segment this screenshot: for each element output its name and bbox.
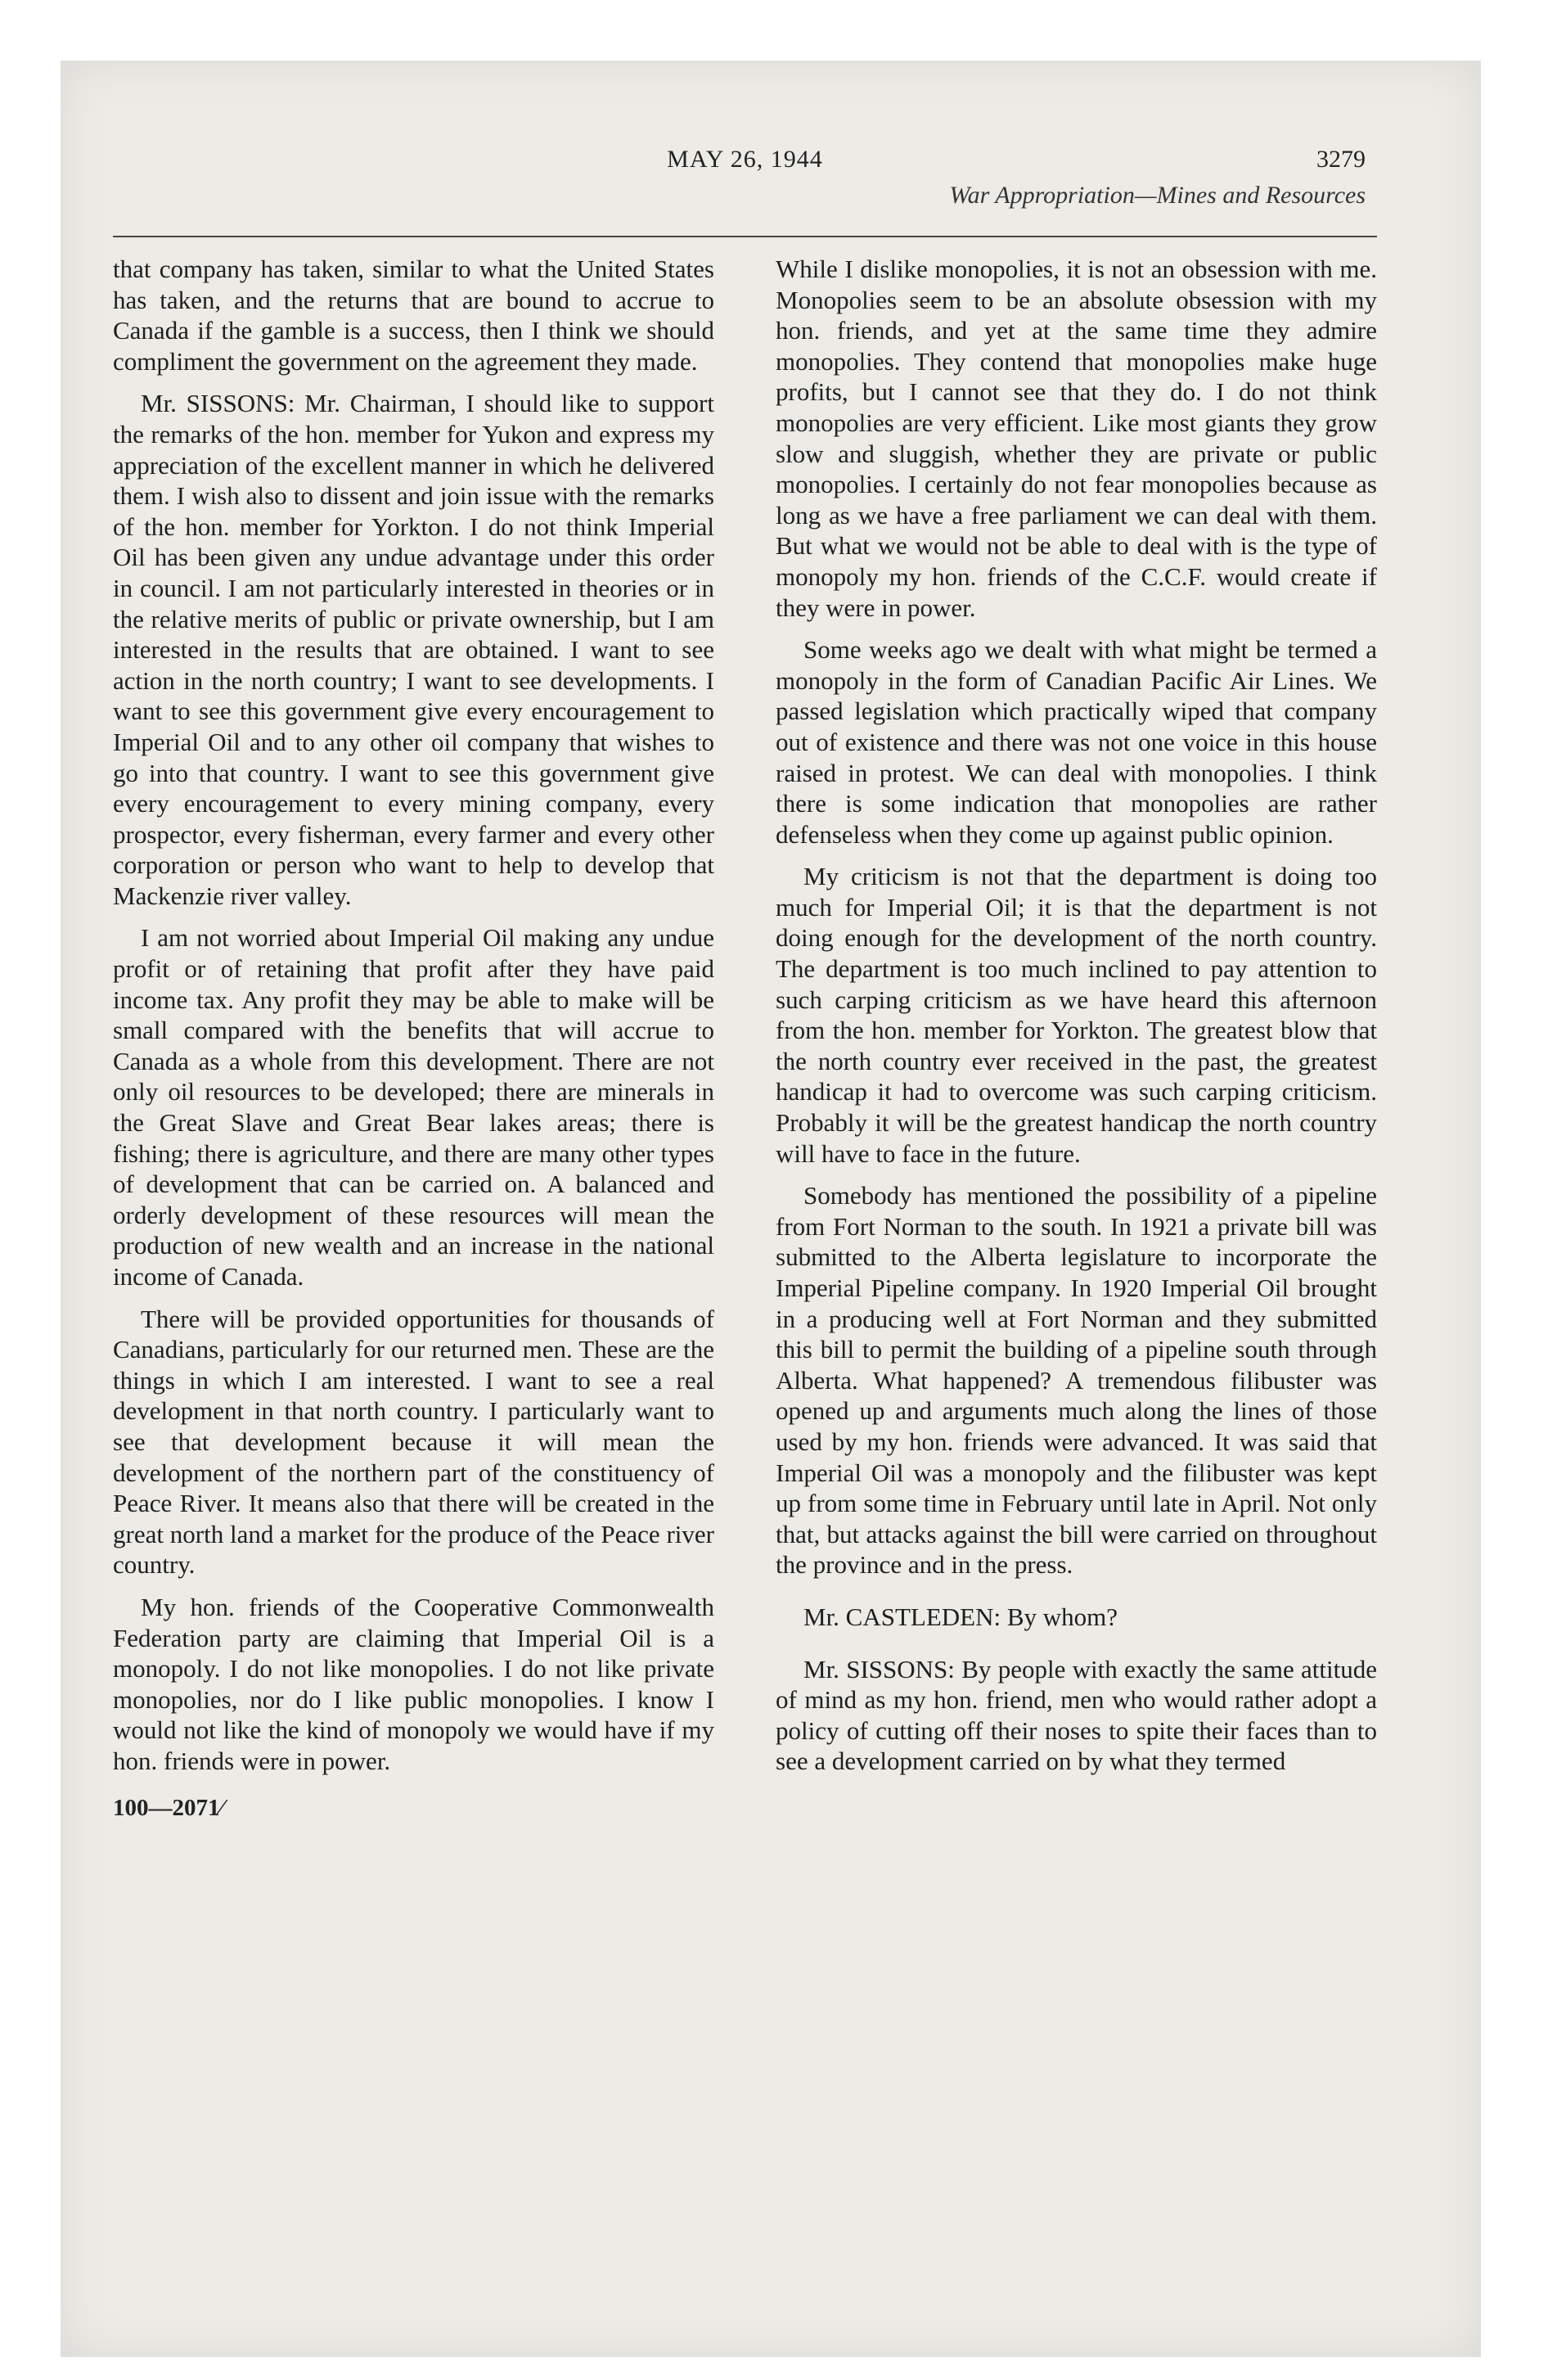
paragraph: There will be provided opportunities for thousands of Canadians, particularly for our returned men. These are the things in which I am interested. I want to see a real development in that north country. I particularly want to see that development because it will mean the development of the northern part of the constituency of Peace River. It means also that there will be created in the great north land a market for the produce of the Peace river country. bbox=[113, 1304, 714, 1580]
paragraph: Mr. CASTLEDEN: By whom? bbox=[803, 1602, 1118, 1631]
page-header bbox=[113, 146, 1377, 236]
footnote-signature: 100—2071⁄ bbox=[113, 1794, 224, 1821]
paragraph: My hon. friends of the Cooperative Commonwealth Federation party are claiming that Imperial Oil is a monopoly. I do not like monopolies. I do not like private monopolies, nor do I like public monopolies. I know I would not like the kind of monopoly we would have if my hon. friends were in power. bbox=[113, 1592, 714, 1775]
paragraph: While I dislike monopolies, it is not an obsession with me. Monopolies seem to be an absolute obsession with my hon. friends, and yet at the same time they admire monopolies. They contend that monopolies make huge profits, but I cannot see that they do. I do not think monopolies are very efficient. Like most giants they grow slow and sluggish, whether they are private or public monopolies. I certainly do not fear monopolies because as long as we have a free parliament we can deal with them. But what we would not be able to deal with is the type of monopoly my hon. friends of the C.C.F. would create if they were in power. bbox=[776, 255, 1377, 622]
paragraph: Some weeks ago we dealt with what might be termed a monopoly in the form of Canadian Pacific Air Lines. We passed legislation which practically wiped that company out of existence and there was not one voice in this house raised in protest. We can deal with monopolies. I think there is some indication that monopolies are rather defenseless when they come up against public opinion. bbox=[776, 635, 1377, 849]
paragraph: Mr. SISSONS: By people with exactly the same attitude of mind as my hon. friend, men who would rather adopt a policy of cutting off their noses to spite their faces than to see a development carried on by what they termed bbox=[776, 1654, 1377, 1776]
paragraph: Mr. SISSONS: Mr. Chairman, I should like to support the remarks of the hon. member for Yukon and express my appreciation of the excellent manner in which he delivered them. I wish also to dissent and join issue with the remarks of the hon. member for Yorkton. I do not think Imperial Oil has been given any undue advantage under this order in council. I am not particularly interested in theories or in the relative merits of public or private ownership, but I am interested in the results that are obtained. I want to see action in the north country; I want to see developments. I want to see this government give every encouragement to Imperial Oil and to any other oil company that wishes to go into that country. I want to see this government give every encouragement to every mining company, every prospector, every fisherman, every farmer and every other corporation or person who want to help to develop that Mackenzie river valley. bbox=[113, 389, 714, 910]
paragraph: My criticism is not that the department is doing too much for Imperial Oil; it is that the department is not doing enough for the development of the north country. The department is too much inclined to pay attention to such carping criticism as we have heard this afternoon from the hon. member for Yorkton. The greatest blow that the north country ever received in the past, the greatest handicap it had to overcome was such carping criticism. Probably it will be the greatest handicap the north country will have to face in the future. bbox=[776, 862, 1377, 1168]
header-date: MAY 26, 1944 bbox=[667, 146, 823, 173]
hansard-page bbox=[113, 146, 1377, 2192]
paragraph: that company has taken, similar to what the United States has taken, and the returns that are bound to accrue to Canada if the gamble is a success, then I think we should compliment the government on the agreement they made. bbox=[113, 255, 714, 376]
header-rule bbox=[113, 236, 1377, 237]
left-column bbox=[113, 254, 714, 1823]
paragraph: Somebody has mentioned the possibility of a pipeline from Fort Norman to the south. In 1921 a private bill was submitted to the Alberta legislature to incorporate the Imperial Pipeline company. In 1920 Imperial Oil brought in a producing well at Fort Norman and they submitted this bill to permit the building of a pipeline south through Alberta. What happened? A tremendous filibuster was opened up and arguments much along the lines of those used by my hon. friends were advanced. It was said that Imperial Oil was a monopoly and the filibuster was kept up from some time in February until late in April. Not only that, but attacks against the bill were carried on throughout the province and in the press. bbox=[776, 1181, 1377, 1580]
right-column bbox=[776, 254, 1377, 1777]
page-number: 3279 bbox=[1316, 146, 1366, 173]
paragraph: I am not worried about Imperial Oil making any undue profit or of retaining that profit after they have paid income tax. Any profit they may be able to make will be small compared with the benefits that will accrue to Canada as a whole from this development. There are not only oil resources to be developed; there are minerals in the Great Slave and Great Bear lakes areas; there is fishing; there is agriculture, and there are many other types of development that can be carried on. A balanced and orderly development of these resources will mean the production of new wealth and an increase in the national income of Canada. bbox=[113, 923, 714, 1291]
header-subtitle: War Appropriation—Mines and Resources bbox=[949, 182, 1366, 209]
